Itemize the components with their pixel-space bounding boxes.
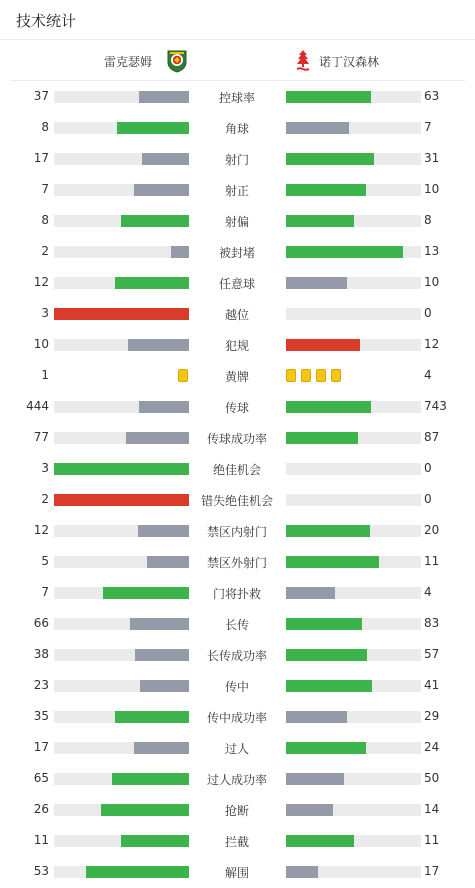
stat-label: 禁区内射门 [206, 525, 267, 539]
stat-row [0, 701, 475, 732]
home-value: 35 [33, 709, 49, 723]
away-value: 8 [424, 213, 432, 227]
stat-label: 黄牌 [224, 370, 249, 384]
home-value: 5 [41, 554, 49, 568]
home-bar-fill [101, 804, 189, 816]
home-bar-fill [54, 463, 189, 475]
stat-label: 拦截 [224, 835, 249, 849]
yellow-card-icon [286, 369, 296, 382]
away-bar-fill [286, 277, 347, 289]
away-value: 12 [424, 337, 440, 351]
stat-label: 传中 [224, 680, 249, 694]
home-bar-fill [126, 432, 189, 444]
stat-row [0, 825, 475, 856]
home-bar-fill [138, 525, 189, 537]
home-bar-track [54, 308, 189, 320]
stat-row [0, 298, 475, 329]
stat-label: 任意球 [218, 277, 255, 291]
stat-label: 射偏 [224, 215, 249, 229]
stat-row [0, 143, 475, 174]
away-value: 0 [424, 306, 432, 320]
home-bar-fill [121, 215, 189, 227]
home-value: 37 [33, 89, 49, 103]
stat-label: 射门 [224, 153, 249, 167]
home-value: 3 [41, 461, 49, 475]
home-value: 53 [33, 864, 49, 878]
away-value: 743 [424, 399, 447, 413]
home-bar-track [54, 525, 189, 537]
stat-row [0, 391, 475, 422]
away-value: 10 [424, 275, 440, 289]
stat-row [0, 515, 475, 546]
home-value: 77 [33, 430, 49, 444]
home-bar-track [54, 773, 189, 785]
home-bar-fill [139, 91, 189, 103]
away-value: 31 [424, 151, 440, 165]
home-bar-fill [134, 184, 189, 196]
away-value: 11 [424, 833, 440, 847]
stat-label: 过人成功率 [206, 773, 267, 787]
away-bar-track [286, 153, 421, 165]
home-team-name[interactable]: 雷克瑟姆 [103, 55, 152, 69]
away-bar-fill [286, 122, 349, 134]
teams-header [10, 41, 465, 81]
away-value: 13 [424, 244, 440, 258]
away-bar-track [286, 773, 421, 785]
stat-row [0, 329, 475, 360]
page-header [0, 0, 475, 40]
home-bar-track [54, 91, 189, 103]
yellow-card-icon [316, 369, 326, 382]
home-value: 10 [33, 337, 49, 351]
home-value: 8 [41, 213, 49, 227]
away-bar-track [286, 835, 421, 847]
home-bar-fill [142, 153, 189, 165]
away-bar-fill [286, 401, 371, 413]
away-team-name[interactable]: 诺丁汉森林 [319, 55, 380, 69]
home-bar-fill [147, 556, 189, 568]
away-bar-track [286, 494, 421, 506]
home-bar-fill [139, 401, 189, 413]
away-value: 0 [424, 461, 432, 475]
home-bar-fill [86, 866, 189, 878]
stat-label: 传球成功率 [206, 432, 267, 446]
yellow-card-icon [301, 369, 311, 382]
home-bar-fill [54, 494, 189, 506]
away-bar-fill [286, 680, 372, 692]
home-value: 66 [33, 616, 49, 630]
away-bar-track [286, 277, 421, 289]
away-value: 20 [424, 523, 440, 537]
away-bar-track [286, 556, 421, 568]
away-bar-track [286, 184, 421, 196]
stat-label: 角球 [224, 122, 249, 136]
home-value: 7 [41, 182, 49, 196]
home-bar-fill [130, 618, 189, 630]
away-bar-track [286, 866, 421, 878]
away-bar-fill [286, 711, 347, 723]
away-value: 24 [424, 740, 440, 754]
home-bar-track [54, 711, 189, 723]
home-bar-track [54, 432, 189, 444]
home-bar-track [54, 463, 189, 475]
away-value: 29 [424, 709, 440, 723]
away-bar-track [286, 308, 421, 320]
home-bar-fill [115, 711, 189, 723]
home-bar-track [54, 246, 189, 258]
home-bar-track [54, 618, 189, 630]
away-value: 0 [424, 492, 432, 506]
stat-label: 犯规 [224, 339, 249, 353]
stat-label: 门将扑救 [212, 587, 261, 601]
away-value: 11 [424, 554, 440, 568]
home-bar-track [54, 277, 189, 289]
home-bar-fill [103, 587, 189, 599]
away-value: 87 [424, 430, 440, 444]
away-bar-track [286, 804, 421, 816]
home-bar-track [54, 649, 189, 661]
stat-label: 传中成功率 [206, 711, 267, 725]
home-bar-track [54, 494, 189, 506]
away-value: 14 [424, 802, 440, 816]
stat-row [0, 546, 475, 577]
home-bar-track [54, 866, 189, 878]
home-bar-track [54, 680, 189, 692]
stat-row [0, 236, 475, 267]
away-value: 7 [424, 120, 432, 134]
stat-row [0, 763, 475, 794]
away-bar-track [286, 618, 421, 630]
stat-label: 长传成功率 [206, 649, 267, 663]
away-value: 83 [424, 616, 440, 630]
away-value: 50 [424, 771, 440, 785]
home-bar-fill [140, 680, 189, 692]
stat-row [0, 81, 475, 112]
home-bar-track [54, 587, 189, 599]
away-bar-track [286, 587, 421, 599]
home-bar-fill [134, 742, 189, 754]
away-bar-fill [286, 649, 367, 661]
stat-label: 禁区外射门 [206, 556, 267, 570]
away-bar-fill [286, 525, 370, 537]
home-value: 1 [41, 368, 49, 382]
home-value: 11 [33, 833, 49, 847]
home-value: 65 [33, 771, 49, 785]
home-value: 7 [41, 585, 49, 599]
home-bar-fill [112, 773, 189, 785]
away-value: 57 [424, 647, 440, 661]
home-value: 2 [41, 244, 49, 258]
stat-label: 解围 [224, 866, 249, 880]
away-bar-fill [286, 804, 333, 816]
stat-row [0, 360, 475, 391]
stat-label: 过人 [224, 742, 249, 756]
stat-row [0, 670, 475, 701]
stat-row [0, 484, 475, 515]
home-bar-fill [115, 277, 189, 289]
away-bar-track [286, 401, 421, 413]
away-bar-track [286, 91, 421, 103]
home-value: 444 [26, 399, 49, 413]
away-value: 17 [424, 864, 440, 878]
home-bar-track [54, 835, 189, 847]
away-bar-fill [286, 773, 344, 785]
away-bar-fill [286, 153, 374, 165]
away-bar-track [286, 246, 421, 258]
away-bar-fill [286, 432, 358, 444]
stat-label: 射正 [224, 184, 249, 198]
away-value: 4 [424, 368, 432, 382]
away-value: 41 [424, 678, 440, 692]
stat-row [0, 794, 475, 825]
away-bar-track [286, 680, 421, 692]
home-value: 2 [41, 492, 49, 506]
home-bar-track [54, 339, 189, 351]
home-bar-track [54, 122, 189, 134]
away-bar-track [286, 463, 421, 475]
yellow-card-icon [178, 369, 188, 382]
away-bar-track [286, 711, 421, 723]
home-value: 26 [33, 802, 49, 816]
stat-row [0, 174, 475, 205]
home-bar-track [54, 742, 189, 754]
away-bar-fill [286, 618, 362, 630]
away-value: 4 [424, 585, 432, 599]
home-bar-track [54, 184, 189, 196]
home-value: 23 [33, 678, 49, 692]
home-value: 17 [33, 151, 49, 165]
stat-row [0, 577, 475, 608]
home-bar-fill [171, 246, 189, 258]
stat-label: 控球率 [218, 91, 255, 105]
away-bar-track [286, 742, 421, 754]
yellow-card-icon [331, 369, 341, 382]
home-value: 12 [33, 523, 49, 537]
away-bar-fill [286, 587, 335, 599]
home-bar-fill [121, 835, 189, 847]
stat-row [0, 112, 475, 143]
stat-row [0, 453, 475, 484]
away-value: 10 [424, 182, 440, 196]
home-bar-track [54, 401, 189, 413]
stat-label: 错失绝佳机会 [200, 494, 273, 508]
away-value: 63 [424, 89, 440, 103]
away-bar-track [286, 649, 421, 661]
home-value: 12 [33, 275, 49, 289]
stat-label: 被封堵 [218, 246, 255, 260]
home-bar-track [54, 215, 189, 227]
away-bar-fill [286, 184, 366, 196]
stat-label: 长传 [224, 618, 249, 632]
stat-row [0, 856, 475, 887]
stat-row [0, 205, 475, 236]
away-bar-fill [286, 866, 318, 878]
stat-row [0, 639, 475, 670]
stat-row [0, 422, 475, 453]
away-bar-fill [286, 339, 360, 351]
home-bar-track [54, 153, 189, 165]
page-title: 技术统计 [16, 12, 77, 30]
away-bar-fill [286, 246, 403, 258]
nottingham-forest-crest-icon[interactable] [295, 49, 311, 77]
stat-row [0, 608, 475, 639]
away-bar-track [286, 339, 421, 351]
away-bar-fill [286, 835, 354, 847]
home-value: 38 [33, 647, 49, 661]
away-bar-track [286, 122, 421, 134]
home-value: 3 [41, 306, 49, 320]
away-bar-track [286, 215, 421, 227]
stat-label: 越位 [224, 308, 249, 322]
away-bar-track [286, 432, 421, 444]
home-bar-track [54, 804, 189, 816]
home-value: 8 [41, 120, 49, 134]
away-bar-track [286, 525, 421, 537]
stat-row [0, 732, 475, 763]
stat-label: 绝佳机会 [212, 463, 261, 477]
away-bar-fill [286, 215, 354, 227]
home-bar-fill [135, 649, 189, 661]
away-bar-fill [286, 91, 371, 103]
away-bar-fill [286, 742, 366, 754]
away-bar-fill [286, 556, 379, 568]
home-bar-fill [54, 308, 189, 320]
home-bar-fill [128, 339, 189, 351]
stat-row [0, 267, 475, 298]
stat-label: 传球 [224, 401, 249, 415]
wrexham-crest-icon[interactable] [167, 49, 187, 77]
stat-label: 抢断 [224, 804, 249, 818]
home-bar-track [54, 556, 189, 568]
home-value: 17 [33, 740, 49, 754]
home-bar-fill [117, 122, 189, 134]
